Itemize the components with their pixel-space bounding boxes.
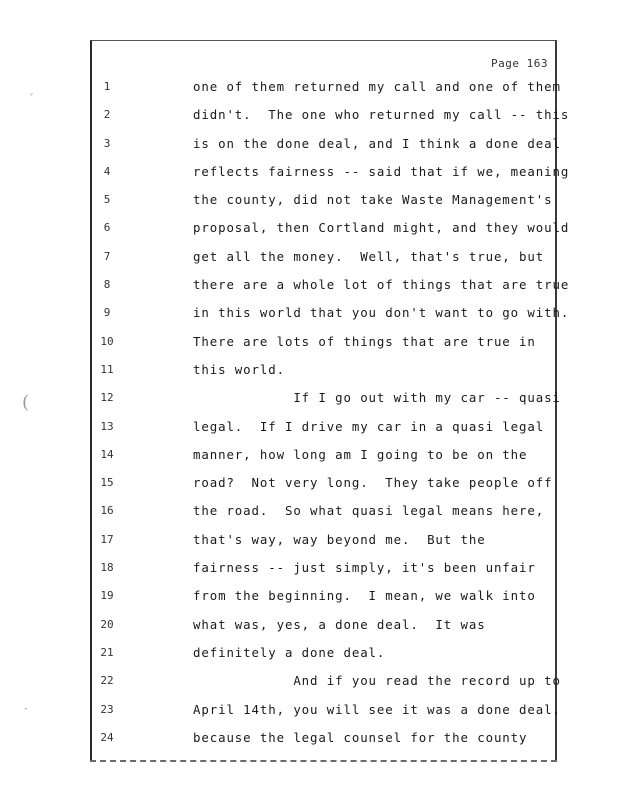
transcript-line: [0, 469, 618, 497]
transcript-line: [0, 441, 618, 469]
line-text: one of them returned my call and one of them: [193, 79, 561, 94]
line-text: fairness -- just simply, it's been unfair: [193, 560, 536, 576]
line-text: in this world that you don't want to go with.: [193, 305, 570, 321]
transcript-line: [0, 611, 618, 639]
line-number: 6: [103, 221, 111, 235]
margin-hole-mark: (: [22, 392, 30, 413]
line-number: 14: [100, 447, 114, 461]
transcript-line: [0, 356, 618, 384]
line-number: 4: [103, 164, 111, 178]
transcript-line: [0, 696, 618, 724]
line-text: April 14th, you will see it was a done deal,: [193, 701, 561, 717]
line-number: 5: [103, 193, 111, 207]
line-text: manner, how long am I going to be on the: [193, 446, 528, 462]
margin-speck: ´: [28, 92, 34, 106]
line-text: from the beginning. I mean, we walk into: [193, 588, 536, 604]
margin-speck: ·: [24, 702, 28, 716]
line-number: 7: [103, 249, 111, 263]
transcript-line: [0, 214, 618, 242]
line-number: 22: [100, 674, 114, 688]
transcript-line: [0, 158, 618, 186]
line-number: 24: [100, 730, 114, 744]
line-number: 11: [100, 362, 114, 376]
line-number: 17: [100, 532, 114, 546]
line-text: reflects fairness -- said that if we, meaning: [193, 163, 570, 179]
line-text: definitely a done deal.: [193, 644, 386, 660]
line-text: what was, yes, a done deal. It was: [193, 616, 486, 632]
line-text: There are lots of things that are true in: [193, 333, 536, 349]
line-number: 19: [100, 589, 114, 603]
line-text: get all the money. Well, that's true, but: [193, 248, 545, 264]
transcript-line: [0, 724, 618, 752]
line-text: the road. So what quasi legal means here,: [193, 503, 545, 519]
transcript-line: [0, 130, 618, 158]
line-text: that's way, way beyond me. But the: [193, 531, 486, 547]
line-text: legal. If I drive my car in a quasi legal: [193, 418, 545, 434]
line-number: 15: [100, 476, 114, 490]
bottom-rule: [90, 760, 557, 762]
transcript-line: [0, 271, 618, 299]
line-number: 23: [100, 702, 114, 716]
line-text: didn't. The one who returned my call -- this: [193, 107, 570, 123]
line-text: And if you read the record up to: [193, 673, 561, 689]
line-number: 18: [100, 561, 114, 575]
line-number: 1: [103, 80, 111, 93]
line-number: 21: [100, 645, 114, 659]
transcript-line: [0, 582, 618, 610]
line-number: 3: [103, 136, 111, 150]
transcript-line: [0, 186, 618, 214]
transcript-line: [0, 101, 618, 129]
transcript-line: [0, 413, 618, 441]
line-text: because the legal counsel for the county: [193, 729, 528, 745]
transcript-line: [0, 497, 618, 525]
transcript-line: [0, 526, 618, 554]
transcript-line: [0, 554, 618, 582]
transcript-line: [0, 299, 618, 327]
line-text: is on the done deal, and I think a done deal: [193, 135, 561, 151]
transcript-line: [0, 328, 618, 356]
line-text: this world.: [193, 361, 285, 377]
line-text: road? Not very long. They take people off: [193, 475, 553, 491]
page-number: Page 163: [491, 57, 548, 70]
line-text: the county, did not take Waste Management's: [193, 192, 553, 208]
line-number: 13: [100, 419, 114, 433]
line-number: 12: [100, 391, 114, 405]
transcript-line: [0, 73, 618, 101]
transcript-line: [0, 384, 618, 412]
transcript-line: [0, 639, 618, 667]
transcript-line: [0, 243, 618, 271]
line-number: 20: [100, 617, 114, 631]
line-number: 16: [100, 504, 114, 518]
line-text: proposal, then Cortland might, and they would: [193, 220, 570, 236]
line-number: 10: [100, 334, 114, 348]
line-number: 8: [103, 278, 111, 292]
line-number: 2: [103, 108, 111, 122]
line-text: If I go out with my car -- quasi: [193, 390, 561, 406]
transcript-line: [0, 667, 618, 695]
line-text: there are a whole lot of things that are true: [193, 277, 570, 293]
line-number: 9: [103, 306, 111, 320]
transcript-body: [0, 73, 618, 752]
